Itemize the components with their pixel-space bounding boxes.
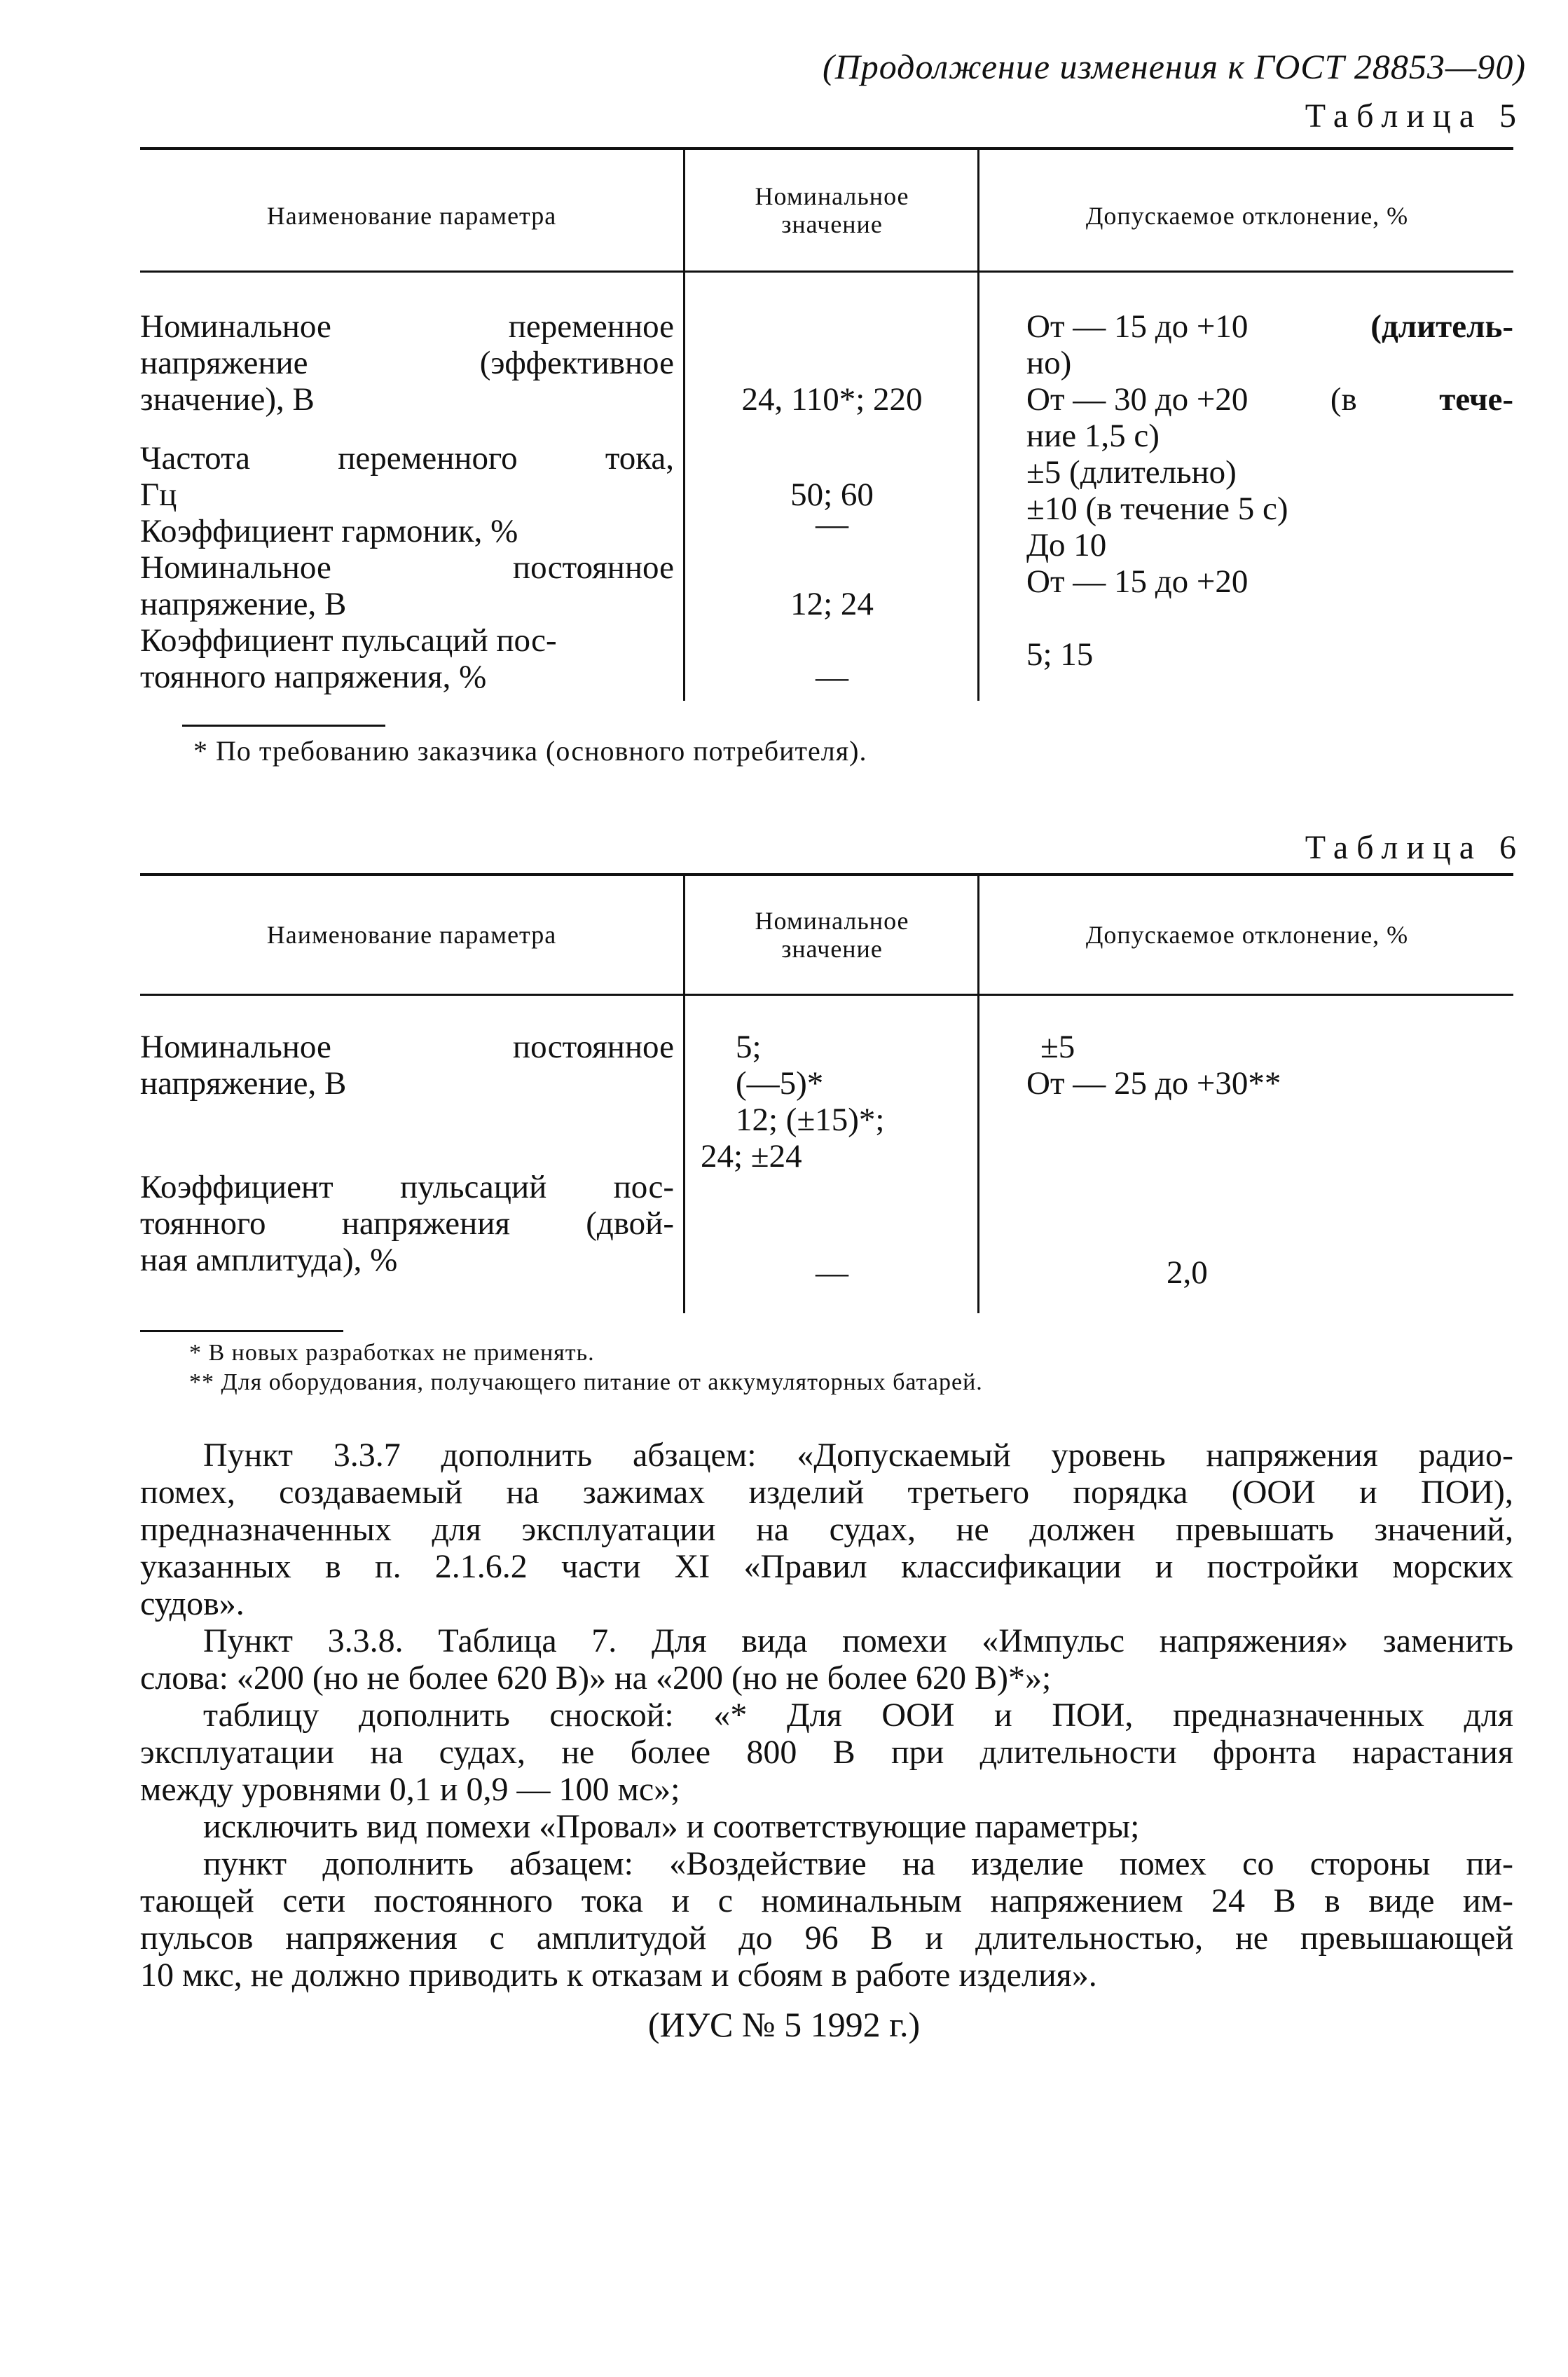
paragraph-line: эксплуатации на судах, не более 800 В при длительности фронта нарастания (140, 1734, 1513, 1771)
paragraph-line: Пункт 3.3.8. Таблица 7. Для вида помехи «Импульс напряжения» заменить (203, 1622, 1513, 1659)
table-5-footnote-rule (182, 725, 385, 727)
paragraph-line: указанных в п. 2.1.6.2 части XI «Правил классификации и постройки морских (140, 1548, 1513, 1585)
table-5-row-ripple-deviation: 5; 15 (1026, 636, 1094, 673)
table-6-row-ripple-deviation: 2,0 (1167, 1254, 1208, 1291)
table-5-row-ac-voltage-deviation: От — 15 до +10 (длитель- но) От — 30 до +20 (в тече- ние 1,5 с) (1026, 308, 1513, 454)
table-5-row-frequency-deviation: ±5 (длительно) ±10 (в течение 5 с) (1026, 454, 1288, 527)
table-6-col-name-header: Наименование параметра (266, 921, 557, 949)
table-6-title: Таблица 6 (1305, 829, 1525, 866)
table-6-footnote-rule (140, 1330, 343, 1332)
table-5-row-dc-voltage-deviation: От — 15 до +20 (1026, 563, 1249, 600)
table-5-row-frequency-name: Частота переменного тока, Гц (140, 440, 674, 513)
table-5-col-value-header: Номинальное значение (755, 182, 909, 238)
table-6-col-divider-1 (683, 873, 685, 1313)
table-6-header-rule (140, 994, 1513, 996)
paragraph-line: пульсов напряжения с амплитудой до 96 В и длительностью, не превышающей (140, 1919, 1513, 1957)
table-5-col-divider-1 (683, 147, 685, 701)
paragraph-line: помех, создаваемый на зажимах изделий третьего порядка (ООИ и ПОИ), (140, 1474, 1513, 1511)
paragraph-line: Пункт 3.3.7 дополнить абзацем: «Допускаемый уровень напряжения радио- (203, 1437, 1513, 1474)
table-5-row-ac-voltage-value: 24, 110*; 220 (741, 381, 923, 418)
paragraph-line: исключить вид помехи «Провал» и соответствующие параметры; (203, 1808, 1140, 1845)
table-6-top-rule (140, 873, 1513, 876)
table-6-footnote-2: ** Для оборудования, получающего питание от аккумуляторных батарей. (189, 1369, 983, 1395)
table-5-row-ripple-name: Коэффициент пульсаций пос- тоянного напряжения, % (140, 622, 557, 695)
table-6-row-dc-voltage-name: Номинальное постоянное напряжение, В (140, 1029, 674, 1102)
paragraph-3-3-8 (140, 1622, 1513, 1697)
paragraph-footnote-add (140, 1697, 1513, 1808)
paragraph-line: предназначенных для эксплуатации на судах, не должен превышать значений, (140, 1511, 1513, 1548)
table-5-col-divider-2 (977, 147, 979, 701)
table-6-footnote-1: * В новых разработках не применять. (189, 1340, 595, 1366)
table-5-row-ac-voltage-name: Номинальное переменное напряжение (эффективное значение), В (140, 308, 674, 418)
paragraph-line: тающей сети постоянного тока и с номинальным напряжением 24 В в виде им- (140, 1882, 1513, 1919)
table-6-col-value-header: Номинальное значение (755, 907, 909, 963)
table-5-title: Таблица 5 (1305, 97, 1525, 135)
table-5-row-frequency-value: 50; 60 (790, 477, 874, 513)
paragraph-line: таблицу дополнить сноской: «* Для ООИ и ПОИ, предназначенных для (203, 1697, 1513, 1734)
paragraph-line: 10 мкс, не должно приводить к отказам и сбоям в работе изделия». (140, 1957, 1097, 1994)
table-6-row-ripple-name: Коэффициент пульсаций пос- тоянного напряжения (двой- ная амплитуда), % (140, 1169, 674, 1278)
table-6-row-dc-voltage-deviation: ±5 От — 25 до +30** (1026, 1029, 1281, 1102)
paragraph-line: между уровнями 0,1 и 0,9 — 100 мс»; (140, 1771, 680, 1808)
paragraph-line: пункт дополнить абзацем: «Воздействие на изделие помех со стороны пи- (203, 1845, 1513, 1882)
table-5-header-rule (140, 270, 1513, 273)
table-6-row-dc-voltage-value: 5; (—5)* 12; (±15)*; 24; ±24 (701, 1029, 885, 1174)
table-5-row-dc-voltage-name: Номинальное постоянное напряжение, В (140, 549, 674, 622)
table-5-col-name-header: Наименование параметра (266, 202, 557, 230)
table-6 (140, 873, 1513, 1322)
paragraph-exclude (140, 1808, 1513, 1845)
table-5-col-deviation-header: Допускаемое отклонение, % (1085, 202, 1409, 230)
table-5-footnote: * По требованию заказчика (основного потребителя). (193, 735, 867, 767)
table-6-col-deviation-header: Допускаемое отклонение, % (1085, 921, 1409, 949)
paragraph-3-3-7 (140, 1437, 1513, 1622)
paragraph-line: судов». (140, 1585, 245, 1622)
table-5-row-harmonics-deviation: До 10 (1026, 527, 1107, 563)
table-5-row-ripple-value: — (816, 659, 848, 695)
continuation-header: (Продолжение изменения к ГОСТ 28853—90) (823, 47, 1526, 86)
table-5 (140, 147, 1513, 708)
table-5-row-dc-voltage-value: 12; 24 (790, 586, 874, 622)
paragraph-line: слова: «200 (но не более 620 В)» на «200 (но не более 620 В)*»; (140, 1659, 1052, 1697)
table-5-row-harmonics-value: — (816, 506, 848, 542)
paragraph-add-clause (140, 1845, 1513, 1994)
table-6-col-divider-2 (977, 873, 979, 1313)
table-6-row-ripple-value: — (816, 1254, 848, 1291)
source-reference: (ИУС № 5 1992 г.) (647, 2005, 921, 2044)
table-5-row-harmonics-name: Коэффициент гармоник, % (140, 513, 518, 549)
table-5-top-rule (140, 147, 1513, 150)
